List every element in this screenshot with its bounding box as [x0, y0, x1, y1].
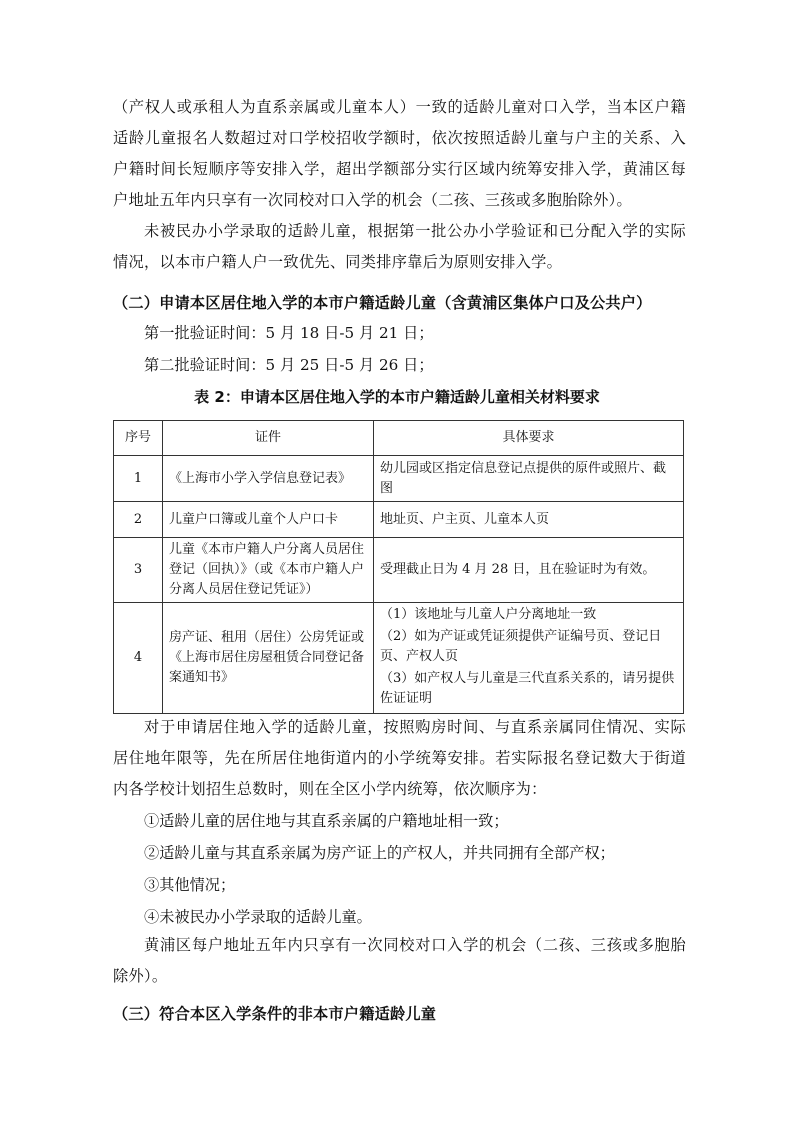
row-document: 儿童《本市户籍人户分离人员居住登记（回执）》（或《本市户籍人户分离人员居住登记凭证》） [163, 538, 374, 603]
paragraph-private-school-fallback: 未被民办小学录取的适龄儿童，根据第一批公办小学验证和已分配入学的实际情况，以本市户籍人户一致优先、同类排序靠后为原则安排入学。 [113, 222, 686, 271]
header-document: 证件 [163, 421, 374, 456]
priority-item-1: ①适龄儿童的居住地与其直系亲属的户籍地址相一致； [144, 812, 509, 830]
paragraph-once-per-address: 黄浦区每户地址五年内只享有一次同校对口入学的机会（二孩、三孩或多胞胎除外）。 [113, 936, 686, 985]
requirement-item: （2）如为产证或凭证须提供产证编号页、登记日页、产权人页 [380, 629, 662, 664]
batch-2-verification-time: 第二批验证时间：5 月 25 日-5 月 26 日； [144, 356, 434, 374]
row-number: 4 [114, 603, 163, 714]
priority-item-4: ④未被民办小学录取的适龄儿童。 [144, 908, 372, 926]
header-requirements: 具体要求 [374, 421, 684, 456]
row-number: 1 [114, 456, 163, 502]
materials-requirements-table [113, 420, 684, 714]
header-serial-number: 序号 [114, 421, 163, 456]
batch-1-verification-time: 第一批验证时间：5 月 18 日-5 月 21 日； [144, 324, 434, 342]
row-document: 儿童户口簿或儿童个人户口卡 [163, 502, 374, 538]
section-3-heading: （三）符合本区入学条件的非本市户籍适龄儿童 [113, 1005, 437, 1023]
row-document: 《上海市小学入学信息登记表》 [163, 456, 374, 502]
row-requirement: 地址页、户主页、儿童本人页 [374, 502, 684, 538]
row-number: 3 [114, 538, 163, 603]
requirement-item: （3）如产权人与儿童是三代直系关系的，请另提供佐证证明 [380, 671, 675, 706]
table-2-caption: 表 2：申请本区居住地入学的本市户籍适龄儿童相关材料要求 [194, 388, 600, 406]
table-row [114, 603, 684, 714]
table-row [114, 538, 684, 603]
row-document: 房产证、租用（居住）公房凭证或《上海市居住房屋租赁合同登记备案通知书》 [163, 603, 374, 714]
row-requirement: 受理截止日为 4 月 28 日，且在验证时为有效。 [374, 538, 684, 603]
priority-item-2: ②适龄儿童与其直系亲属为房产证上的产权人，并共同拥有全部产权； [144, 844, 615, 862]
section-2-heading: （二）申请本区居住地入学的本市户籍适龄儿童（含黄浦区集体户口及公共户） [113, 294, 652, 312]
paragraph-residence-enrollment: 对于申请居住地入学的适龄儿童，按照购房时间、与直系亲属同住情况、实际居住地年限等，先在所居住地街道内的小学统筹安排。若实际报名登记数大于街道内各学校计划招生总数时，则在全区小学内统筹，依次顺序为： [113, 718, 686, 798]
requirement-item: （1）该地址与儿童人户分离地址一致 [380, 607, 597, 622]
row-requirements-list [374, 603, 684, 714]
row-requirement: 幼儿园或区指定信息登记点提供的原件或照片、截图 [374, 456, 684, 502]
table-header-row [114, 421, 684, 456]
table-row [114, 502, 684, 538]
paragraph-enrollment-rules: （产权人或承租人为直系亲属或儿童本人）一致的适龄儿童对口入学，当本区户籍适龄儿童报名人数超过对口学校招收学额时，依次按照适龄儿童与户主的关系、入户籍时间长短顺序等安排入学，超出学额部分实行区域内统筹安排入学，黄浦区每户地址五年内只享有一次同校对口入学的机会（二孩、三孩或多胞胎除外）。 [113, 98, 686, 209]
priority-item-3: ③其他情况； [144, 876, 236, 894]
table-row [114, 456, 684, 502]
row-number: 2 [114, 502, 163, 538]
